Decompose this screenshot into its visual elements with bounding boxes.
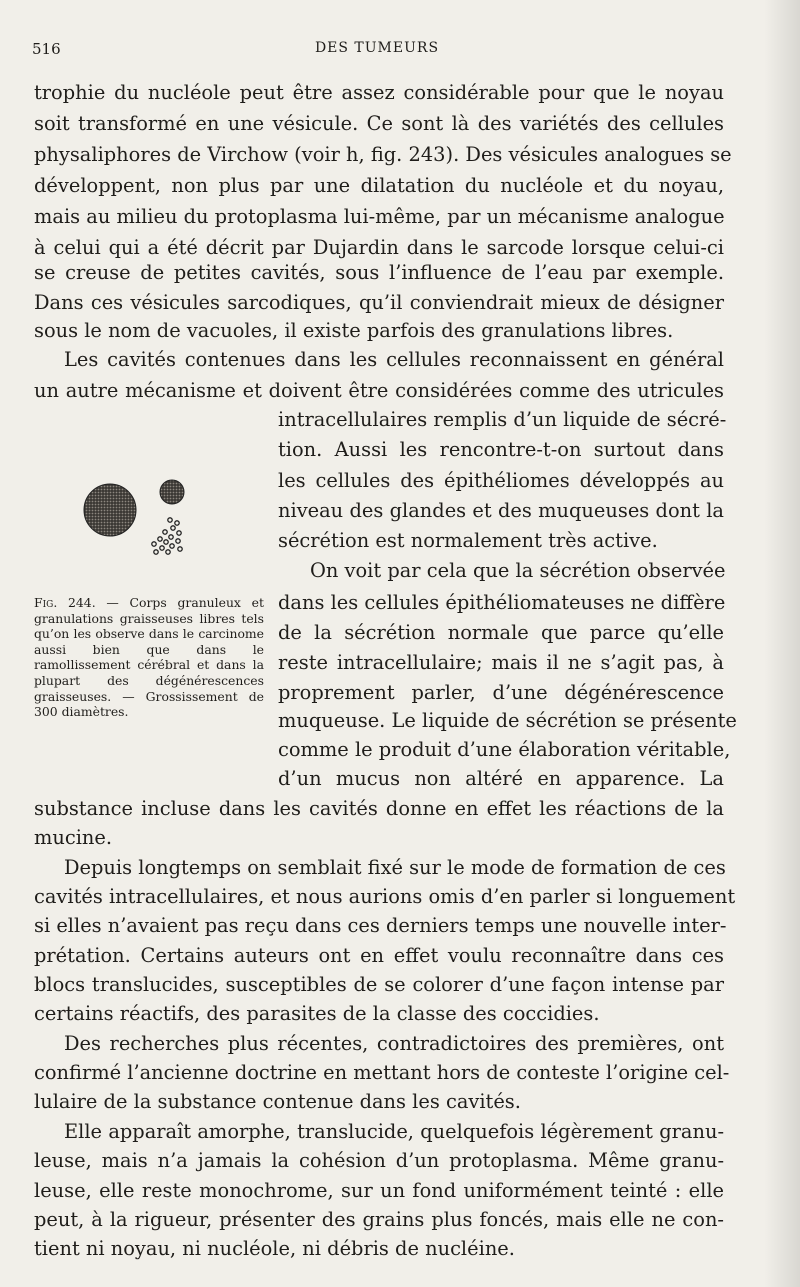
text-line: Des recherches plus récentes, contradictoires des premières, ont xyxy=(64,1032,724,1055)
text-line: physaliphores de Virchow (voir h, fig. 243). Des vésicules analogues se xyxy=(34,143,732,166)
text-line: Dans ces vésicules sarcodiques, qu’il conviendrait mieux de désigner xyxy=(34,291,724,314)
text-line: se creuse de petites cavités, sous l’influence de l’eau par exemple. xyxy=(34,261,724,284)
text-line: prétation. Certains auteurs ont en effet voulu reconnaître dans ces xyxy=(34,944,724,967)
text-line: Les cavités contenues dans les cellules reconnaissent en général xyxy=(64,348,724,371)
text-line: sécrétion est normalement très active. xyxy=(278,529,658,552)
text-line: tient ni noyau, ni nucléole, ni débris de nucléine. xyxy=(34,1237,515,1260)
text-line: sous le nom de vacuoles, il existe parfois des granulations libres. xyxy=(34,319,674,342)
text-line: intracellulaires remplis d’un liquide de sécré- xyxy=(278,408,727,431)
text-line: muqueuse. Le liquide de sécrétion se présente xyxy=(278,709,737,732)
figure-label: Fig. 244. — xyxy=(34,595,119,610)
text-line: de la sécrétion normale que parce qu’elle xyxy=(278,621,724,644)
page-edge-shadow xyxy=(764,0,800,1287)
page-number: 516 xyxy=(32,40,61,58)
text-line: trophie du nucléole peut être assez considérable pour que le noyau xyxy=(34,81,724,104)
text-line: certains réactifs, des parasites de la classe des coccidies. xyxy=(34,1002,600,1025)
text-line: proprement parler, d’une dégénérescence xyxy=(278,681,724,704)
free-fat-granules xyxy=(152,518,182,554)
text-line: confirmé l’ancienne doctrine en mettant hors de conteste l’origine cel- xyxy=(34,1061,730,1084)
text-line: un autre mécanisme et doivent être considérées comme des utricules xyxy=(34,379,724,402)
figure-caption xyxy=(34,595,264,720)
page-header xyxy=(32,40,722,64)
text-line: mucine. xyxy=(34,826,113,849)
text-line: dans les cellules épithéliomateuses ne diffère xyxy=(278,591,726,614)
small-granular-body xyxy=(160,480,184,504)
large-granular-body xyxy=(84,484,136,536)
text-line: si elles n’avaient pas reçu dans ces derniers temps une nouvelle inter- xyxy=(34,914,727,937)
text-line: comme le produit d’une élaboration véritable, xyxy=(278,738,731,761)
text-line: leuse, elle reste monochrome, sur un fond uniformément teinté : elle xyxy=(34,1179,724,1202)
figure-caption-text: Corps granuleux et granulations graisseuses libres tels qu’on les observe dans le carcinome aussi bien que dans le ramollissement cérébral et dans la plupart des dégénérescences graisseuses. — Grossissement de 300 diamètres. xyxy=(34,595,264,720)
text-line: peut, à la rigueur, présenter des grains plus foncés, mais elle ne con- xyxy=(34,1208,724,1231)
running-title: DES TUMEURS xyxy=(314,40,440,56)
text-line: Depuis longtemps on semblait fixé sur le mode de formation de ces xyxy=(64,856,726,879)
text-line: Elle apparaît amorphe, translucide, quelquefois légèrement granu- xyxy=(64,1120,724,1143)
text-line: développent, non plus par une dilatation du nucléole et du noyau, xyxy=(34,174,724,197)
text-line: mais au milieu du protoplasma lui-même, par un mécanisme analogue xyxy=(34,205,725,228)
text-line: lulaire de la substance contenue dans les cavités. xyxy=(34,1090,521,1113)
text-line: blocs translucides, susceptibles de se colorer d’une façon intense par xyxy=(34,973,724,996)
text-line: d’un mucus non altéré en apparence. La xyxy=(278,767,724,790)
text-line: cavités intracellulaires, et nous aurions omis d’en parler si longuement xyxy=(34,885,736,908)
text-line: substance incluse dans les cavités donne en effet les réactions de la xyxy=(34,797,724,820)
text-line: soit transformé en une vésicule. Ce sont là des variétés des cellules xyxy=(34,112,724,135)
text-line: On voit par cela que la sécrétion observée xyxy=(310,559,726,582)
figure-granular-bodies xyxy=(82,470,202,570)
text-line: reste intracellulaire; mais il ne s’agit pas, à xyxy=(278,651,724,674)
text-line: les cellules des épithéliomes développés au xyxy=(278,469,724,492)
text-line: leuse, mais n’a jamais la cohésion d’un protoplasma. Même granu- xyxy=(34,1149,724,1172)
text-line: tion. Aussi les rencontre-t-on surtout dans xyxy=(278,438,724,461)
text-line: niveau des glandes et des muqueuses dont la xyxy=(278,499,724,522)
text-line: à celui qui a été décrit par Dujardin dans le sarcode lorsque celui-ci xyxy=(34,236,724,259)
